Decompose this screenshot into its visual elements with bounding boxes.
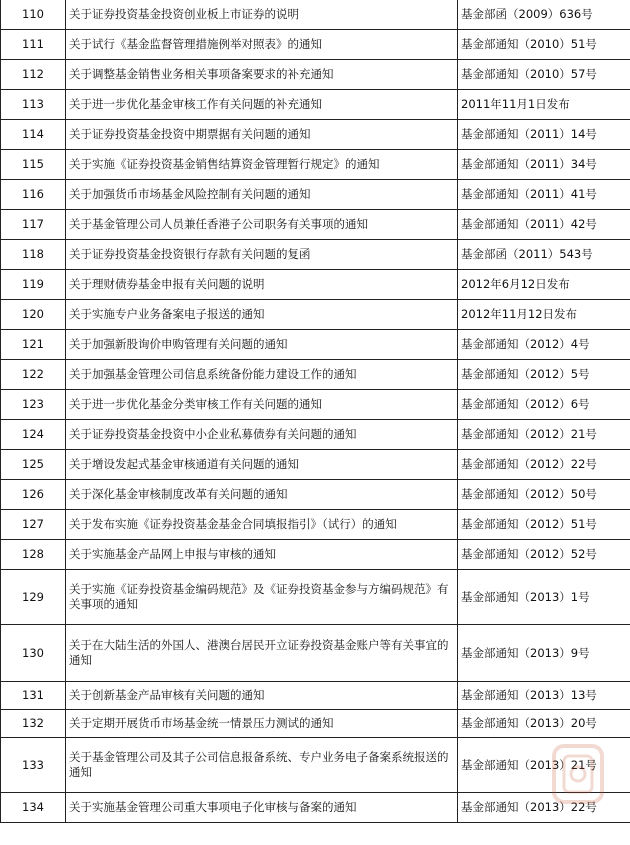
row-number: 118 (1, 240, 66, 270)
document-title: 关于证券投资基金投资创业板上市证券的说明 (66, 0, 458, 30)
table-row (1, 793, 630, 823)
row-number: 132 (1, 710, 66, 738)
row-number: 128 (1, 540, 66, 570)
row-number: 129 (1, 570, 66, 625)
document-reference: 2012年6月12日发布 (458, 270, 630, 300)
row-number: 110 (1, 0, 66, 30)
document-title: 关于理财债券基金申报有关问题的说明 (66, 270, 458, 300)
document-reference: 基金部函（2009）636号 (458, 0, 630, 30)
document-title: 关于证券投资基金投资银行存款有关问题的复函 (66, 240, 458, 270)
row-number: 122 (1, 360, 66, 390)
document-title: 关于进一步优化基金审核工作有关问题的补充通知 (66, 90, 458, 120)
table-row (1, 240, 630, 270)
table-row (1, 420, 630, 450)
table-row (1, 738, 630, 793)
row-number: 133 (1, 738, 66, 793)
document-title: 关于实施基金管理公司重大事项电子化审核与备案的通知 (66, 793, 458, 823)
table-row (1, 210, 630, 240)
row-number: 131 (1, 682, 66, 710)
row-number: 113 (1, 90, 66, 120)
table-row (1, 450, 630, 480)
row-number: 127 (1, 510, 66, 540)
row-number: 134 (1, 793, 66, 823)
document-reference: 基金部通知（2013）20号 (458, 710, 630, 738)
document-title: 关于增设发起式基金审核通道有关问题的通知 (66, 450, 458, 480)
row-number: 123 (1, 390, 66, 420)
table-row (1, 0, 630, 30)
document-reference: 基金部通知（2012）50号 (458, 480, 630, 510)
document-reference: 基金部通知（2013）1号 (458, 570, 630, 625)
row-number: 115 (1, 150, 66, 180)
document-title: 关于基金管理公司及其子公司信息报备系统、专户业务电子备案系统报送的通知 (66, 738, 458, 793)
document-title: 关于证券投资基金投资中小企业私募债券有关问题的通知 (66, 420, 458, 450)
document-reference: 基金部通知（2012）4号 (458, 330, 630, 360)
document-title: 关于深化基金审核制度改革有关问题的通知 (66, 480, 458, 510)
row-number: 112 (1, 60, 66, 90)
row-number: 126 (1, 480, 66, 510)
document-reference: 基金部通知（2012）6号 (458, 390, 630, 420)
document-reference: 基金部通知（2011）34号 (458, 150, 630, 180)
table-row (1, 390, 630, 420)
row-number: 121 (1, 330, 66, 360)
document-reference: 2011年11月1日发布 (458, 90, 630, 120)
row-number: 114 (1, 120, 66, 150)
document-reference: 基金部通知（2012）52号 (458, 540, 630, 570)
table-row (1, 540, 630, 570)
row-number: 125 (1, 450, 66, 480)
document-reference: 基金部通知（2013）9号 (458, 625, 630, 682)
table-row (1, 682, 630, 710)
document-reference: 基金部通知（2011）14号 (458, 120, 630, 150)
row-number: 117 (1, 210, 66, 240)
document-title: 关于定期开展货币市场基金统一情景压力测试的通知 (66, 710, 458, 738)
row-number: 119 (1, 270, 66, 300)
document-reference: 基金部通知（2010）51号 (458, 30, 630, 60)
table-row (1, 625, 630, 682)
table-row (1, 60, 630, 90)
document-title: 关于实施基金产品网上申报与审核的通知 (66, 540, 458, 570)
document-title: 关于加强新股询价申购管理有关问题的通知 (66, 330, 458, 360)
document-title: 关于在大陆生活的外国人、港澳台居民开立证券投资基金账户等有关事宜的通知 (66, 625, 458, 682)
document-reference: 基金部通知（2012）5号 (458, 360, 630, 390)
table-row (1, 480, 630, 510)
row-number: 116 (1, 180, 66, 210)
document-title: 关于证券投资基金投资中期票据有关问题的通知 (66, 120, 458, 150)
document-title: 关于实施专户业务备案电子报送的通知 (66, 300, 458, 330)
document-reference: 基金部通知（2013）22号 (458, 793, 630, 823)
document-reference: 基金部函（2011）543号 (458, 240, 630, 270)
document-title: 关于实施《证券投资基金销售结算资金管理暂行规定》的通知 (66, 150, 458, 180)
document-title: 关于进一步优化基金分类审核工作有关问题的通知 (66, 390, 458, 420)
document-title: 关于试行《基金监督管理措施例举对照表》的通知 (66, 30, 458, 60)
document-title: 关于加强基金管理公司信息系统备份能力建设工作的通知 (66, 360, 458, 390)
document-title: 关于发布实施《证券投资基金基金合同填报指引》（试行）的通知 (66, 510, 458, 540)
table-row (1, 510, 630, 540)
document-title: 关于基金管理公司人员兼任香港子公司职务有关事项的通知 (66, 210, 458, 240)
table-row (1, 90, 630, 120)
document-reference: 基金部通知（2011）41号 (458, 180, 630, 210)
document-title: 关于调整基金销售业务相关事项备案要求的补充通知 (66, 60, 458, 90)
row-number: 120 (1, 300, 66, 330)
row-number: 124 (1, 420, 66, 450)
document-title: 关于创新基金产品审核有关问题的通知 (66, 682, 458, 710)
row-number: 111 (1, 30, 66, 60)
document-reference: 2012年11月12日发布 (458, 300, 630, 330)
table-row (1, 710, 630, 738)
document-title: 关于实施《证券投资基金编码规范》及《证券投资基金参与方编码规范》有关事项的通知 (66, 570, 458, 625)
table-row (1, 330, 630, 360)
table-row (1, 30, 630, 60)
table-row (1, 570, 630, 625)
document-reference: 基金部通知（2013）13号 (458, 682, 630, 710)
document-reference: 基金部通知（2013）21号 (458, 738, 630, 793)
table-row (1, 120, 630, 150)
table-row (1, 300, 630, 330)
document-reference: 基金部通知（2011）42号 (458, 210, 630, 240)
document-reference: 基金部通知（2012）51号 (458, 510, 630, 540)
document-reference: 基金部通知（2012）22号 (458, 450, 630, 480)
table-row (1, 150, 630, 180)
table-row (1, 270, 630, 300)
document-reference: 基金部通知（2010）57号 (458, 60, 630, 90)
document-reference: 基金部通知（2012）21号 (458, 420, 630, 450)
table-row (1, 180, 630, 210)
table-row (1, 360, 630, 390)
row-number: 130 (1, 625, 66, 682)
document-title: 关于加强货币市场基金风险控制有关问题的通知 (66, 180, 458, 210)
